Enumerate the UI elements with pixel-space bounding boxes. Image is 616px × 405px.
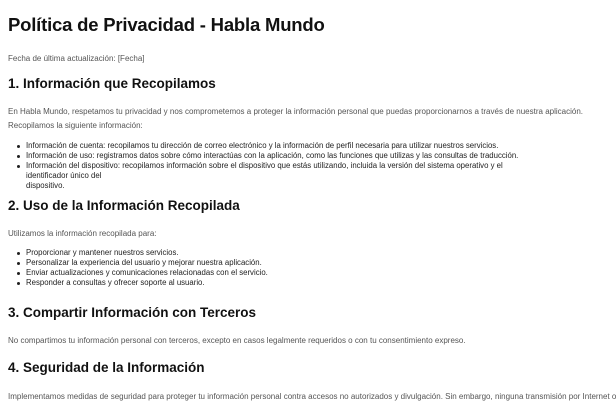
section-paragraph: En Habla Mundo, respetamos tu privacidad y nos comprometemos a proteger la información personal que puedas proporcionarnos a través de nuestra aplicación. [8,107,583,116]
list-item-text: Información del dispositivo: recopilamos información sobre el dispositivo que estás utilizando, incluida la versión del sistema operativo y el identificador único del [26,161,503,180]
info-use-list [8,248,268,288]
section-heading-third-parties: 3. Compartir Información con Terceros [8,305,257,320]
section-paragraph: No compartimos tu información personal con terceros, excepto en casos legalmente requeridos o con tu consentimiento expreso. [8,336,466,345]
section-heading-security: 4. Seguridad de la Información [8,360,205,375]
last-updated-text: Fecha de última actualización: [Fecha] [8,54,145,63]
section-heading-collected-info: 1. Información que Recopilamos [8,76,216,91]
list-item: Información de uso: registramos datos sobre cómo interactúas con la aplicación, como las funciones que utilizas y las consultas de traducción. [8,151,534,161]
list-item [8,161,534,191]
list-item-text-continued: dispositivo. [26,181,65,190]
list-item: Personalizar la experiencia del usuario y mejorar nuestra aplicación. [8,258,268,268]
page-title: Política de Privacidad - Habla Mundo [8,14,325,35]
section-paragraph: Recopilamos la siguiente información: [8,121,143,130]
list-item: Proporcionar y mantener nuestros servicios. [8,248,268,258]
collected-info-list [8,141,534,191]
section-heading-info-use: 2. Uso de la Información Recopilada [8,198,240,213]
list-item: Enviar actualizaciones y comunicaciones relacionadas con el servicio. [8,268,268,278]
list-item: Responder a consultas y ofrecer soporte al usuario. [8,278,268,288]
list-item: Información de cuenta: recopilamos tu dirección de correo electrónico y la información de perfil necesaria para utilizar nuestros servicios. [8,141,534,151]
section-paragraph: Implementamos medidas de seguridad para proteger tu información personal contra accesos no autorizados y divulgación. Sin embargo, ninguna transmisión por Internet o [8,392,616,401]
section-paragraph: Utilizamos la información recopilada para: [8,229,157,238]
